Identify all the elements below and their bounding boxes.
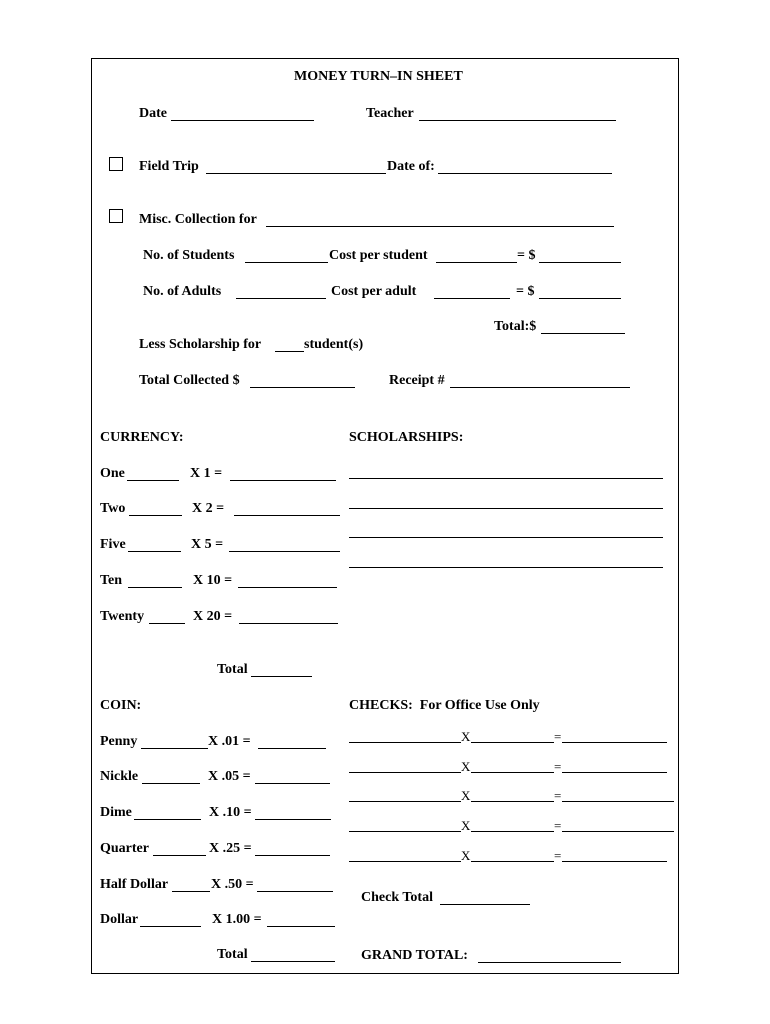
page-title: MONEY TURN–IN SHEET [294, 69, 463, 84]
coin-count-field[interactable] [142, 783, 200, 784]
coin-amount-field[interactable] [255, 855, 330, 856]
coin-row-label: Quarter [100, 841, 149, 856]
scholarship-line[interactable] [349, 567, 663, 568]
check-amount-field[interactable] [349, 742, 461, 743]
coin-multiplier: X .05 = [208, 769, 251, 784]
check-x-label: X [461, 848, 471, 863]
coin-amount-field[interactable] [257, 891, 333, 892]
check-total-field[interactable] [562, 801, 674, 802]
check-x-label: X [461, 818, 471, 833]
check-total-field[interactable] [562, 831, 674, 832]
currency-amount-field[interactable] [239, 623, 338, 624]
check-x-label: X [461, 729, 471, 744]
coin-amount-field[interactable] [258, 748, 326, 749]
check-amount-field[interactable] [349, 861, 461, 862]
adults-equals-label: = $ [516, 284, 535, 299]
grand-total-label: GRAND TOTAL: [361, 948, 468, 963]
check-total-sum-field[interactable] [440, 904, 530, 905]
adults-amount-field[interactable] [539, 298, 621, 299]
coin-multiplier: X 1.00 = [212, 912, 262, 927]
cost-per-adult-label: Cost per adult [331, 284, 417, 299]
field-trip-field[interactable] [206, 173, 386, 174]
check-amount-field[interactable] [349, 831, 461, 832]
currency-total-label: Total [217, 662, 248, 677]
misc-collection-field[interactable] [266, 226, 614, 227]
students-suffix-label: student(s) [304, 337, 364, 352]
coin-total-label: Total [217, 947, 248, 962]
money-turn-in-sheet [91, 58, 679, 974]
currency-multiplier: X 1 = [190, 466, 223, 481]
currency-multiplier: X 10 = [193, 573, 233, 588]
total-field[interactable] [541, 333, 625, 334]
misc-collection-label: Misc. Collection for [139, 212, 257, 227]
coin-count-field[interactable] [141, 748, 208, 749]
currency-amount-field[interactable] [229, 551, 340, 552]
coin-count-field[interactable] [172, 891, 210, 892]
coin-heading: COIN: [100, 698, 142, 713]
check-multiplier-field[interactable] [471, 742, 554, 743]
adults-field[interactable] [236, 298, 326, 299]
currency-amount-field[interactable] [230, 480, 336, 481]
coin-total-field[interactable] [251, 961, 335, 962]
coin-count-field[interactable] [153, 855, 206, 856]
check-amount-field[interactable] [349, 772, 461, 773]
currency-row-label: Five [100, 537, 126, 552]
coin-count-field[interactable] [140, 926, 201, 927]
currency-multiplier: X 20 = [193, 609, 233, 624]
check-total-label: Check Total [361, 890, 433, 905]
currency-amount-field[interactable] [238, 587, 337, 588]
check-eq-label: = [554, 759, 562, 774]
total-label: Total:$ [494, 319, 537, 334]
check-x-label: X [461, 759, 471, 774]
scholarship-line[interactable] [349, 537, 663, 538]
field-trip-label: Field Trip [139, 159, 199, 174]
check-x-label: X [461, 788, 471, 803]
currency-multiplier: X 5 = [191, 537, 224, 552]
cost-per-adult-field[interactable] [434, 298, 510, 299]
date-label: Date [139, 106, 167, 121]
coin-amount-field[interactable] [255, 783, 330, 784]
coin-multiplier: X .50 = [211, 877, 254, 892]
currency-row-label: Two [100, 501, 126, 516]
currency-count-field[interactable] [128, 551, 181, 552]
total-collected-field[interactable] [250, 387, 355, 388]
date-field[interactable] [171, 120, 314, 121]
field-trip-checkbox[interactable] [109, 157, 123, 171]
grand-total-field[interactable] [478, 962, 621, 963]
check-multiplier-field[interactable] [471, 861, 554, 862]
check-amount-field[interactable] [349, 801, 461, 802]
coin-amount-field[interactable] [255, 819, 331, 820]
check-total-field[interactable] [562, 772, 667, 773]
coin-row-label: Dollar [100, 912, 139, 927]
scholarships-heading: SCHOLARSHIPS: [349, 430, 464, 445]
students-label: No. of Students [143, 248, 235, 263]
receipt-field[interactable] [450, 387, 630, 388]
currency-heading: CURRENCY: [100, 430, 184, 445]
students-amount-field[interactable] [539, 262, 621, 263]
coin-row-label: Penny [100, 734, 138, 749]
date-of-field[interactable] [438, 173, 612, 174]
cost-per-student-field[interactable] [436, 262, 517, 263]
receipt-label: Receipt # [389, 373, 445, 388]
coin-multiplier: X .01 = [208, 734, 251, 749]
currency-row-label: Twenty [100, 609, 145, 624]
scholarship-count-field[interactable] [275, 351, 304, 352]
students-field[interactable] [245, 262, 328, 263]
check-eq-label: = [554, 848, 562, 863]
less-scholarship-label: Less Scholarship for [139, 337, 262, 352]
currency-count-field[interactable] [128, 587, 182, 588]
check-total-field[interactable] [562, 861, 667, 862]
adults-label: No. of Adults [143, 284, 222, 299]
check-eq-label: = [554, 788, 562, 803]
check-multiplier-field[interactable] [471, 801, 554, 802]
coin-count-field[interactable] [134, 819, 201, 820]
currency-multiplier: X 2 = [192, 501, 225, 516]
currency-row-label: Ten [100, 573, 123, 588]
currency-row-label: One [100, 466, 125, 481]
cost-per-student-label: Cost per student [329, 248, 428, 263]
currency-count-field[interactable] [127, 480, 179, 481]
check-total-field[interactable] [562, 742, 667, 743]
currency-amount-field[interactable] [234, 515, 340, 516]
students-equals-label: = $ [517, 248, 536, 263]
coin-multiplier: X .10 = [209, 805, 252, 820]
check-eq-label: = [554, 729, 562, 744]
coin-row-label: Nickle [100, 769, 139, 784]
coin-row-label: Dime [100, 805, 132, 820]
check-multiplier-field[interactable] [471, 831, 554, 832]
check-multiplier-field[interactable] [471, 772, 554, 773]
misc-collection-checkbox[interactable] [109, 209, 123, 223]
scholarship-line[interactable] [349, 508, 663, 509]
coin-row-label: Half Dollar [100, 877, 169, 892]
coin-amount-field[interactable] [267, 926, 335, 927]
total-collected-label: Total Collected $ [139, 373, 240, 388]
date-of-label: Date of: [387, 159, 435, 174]
coin-multiplier: X .25 = [209, 841, 252, 856]
scholarship-line[interactable] [349, 478, 663, 479]
teacher-label: Teacher [366, 106, 414, 121]
check-eq-label: = [554, 818, 562, 833]
currency-count-field[interactable] [129, 515, 182, 516]
teacher-field[interactable] [419, 120, 616, 121]
currency-total-field[interactable] [251, 676, 312, 677]
currency-count-field[interactable] [149, 623, 185, 624]
checks-heading: CHECKS: For Office Use Only [349, 698, 540, 713]
